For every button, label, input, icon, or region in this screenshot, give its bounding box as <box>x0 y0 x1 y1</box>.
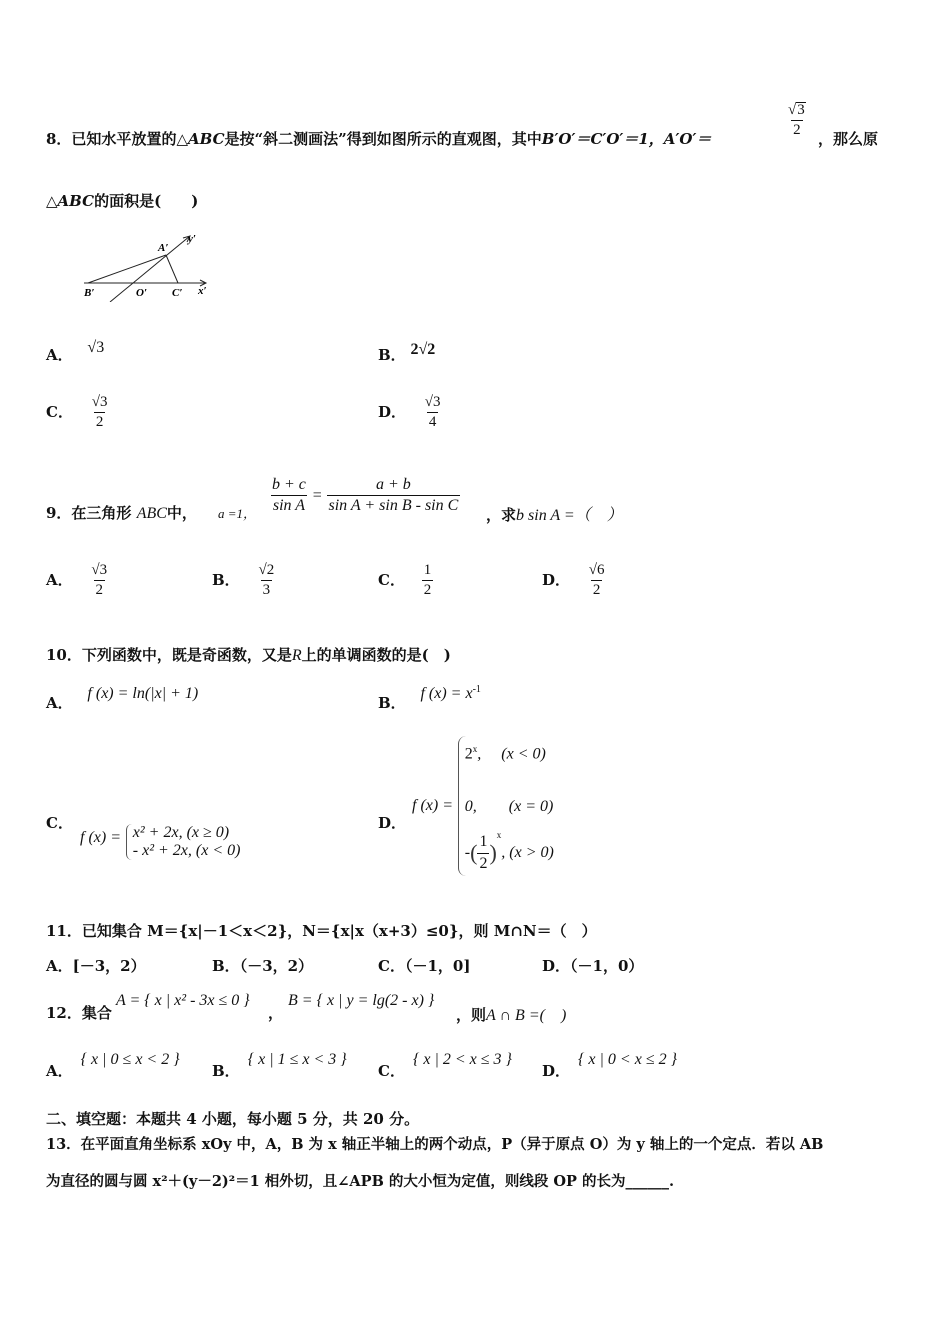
label-C: C′ <box>172 287 183 299</box>
option-label: B． <box>378 694 406 712</box>
q11-option-d[interactable] <box>542 955 643 976</box>
q8-option-b[interactable] <box>378 338 436 364</box>
q8-option-a[interactable] <box>46 336 105 364</box>
q11-stem: 11．已知集合 M＝{x|－1＜x＜2}，N＝{x|x（x+3）≤0}，则 M∩N＝（ ） <box>46 922 597 940</box>
optc-row1: x² + 2x, (x ≥ 0) <box>132 824 230 841</box>
frac-num: √6 <box>588 562 605 578</box>
q8-line2-c: 的面积是( ) <box>94 192 199 210</box>
q10-option-a[interactable] <box>46 682 199 712</box>
option-label: A． <box>46 957 73 975</box>
optd-lhs: f (x) = <box>412 797 453 814</box>
option-label: B． <box>212 957 240 975</box>
option-label: C． <box>46 402 73 421</box>
optd-row1-exp: x <box>472 744 478 754</box>
q9-option-b[interactable] <box>212 562 276 600</box>
q9-option-d[interactable] <box>542 562 607 600</box>
q8-stem-d: B′O′＝C′O′＝1，A′O′＝ <box>541 130 712 148</box>
optd-row1-base: 2 <box>464 745 473 763</box>
q11-option-a[interactable] <box>46 955 146 976</box>
q10-stem <box>46 644 451 665</box>
segment-BA <box>88 255 166 283</box>
q12-set-b: B = { x | y = lg(2 - x) } <box>288 992 435 1009</box>
q8-stem-c: 是按“斜二测画法”得到如图所示的直观图，其中 <box>224 130 542 148</box>
option-label: A． <box>46 694 73 712</box>
option-label: A． <box>46 1062 73 1080</box>
q8-frac-den: 2 <box>793 122 801 139</box>
q12-stem-tail <box>456 1002 566 1025</box>
q10-stem-b: R <box>291 647 302 664</box>
q9-stem <box>46 502 197 523</box>
q9-option-a[interactable] <box>46 562 109 600</box>
q8-stem-a: 8．已知水平放置的△ <box>46 130 188 148</box>
optd-row1-cond: , (x < 0) <box>477 745 546 763</box>
option-value: [－3，2） <box>72 957 146 975</box>
frac-den: 2 <box>423 582 432 599</box>
section-heading: 二、填空题：本题共 4 小题，每小题 5 分，共 20 分。 <box>46 1110 420 1128</box>
q8-option-c[interactable] <box>46 394 109 432</box>
q12-stem-b: ，则 <box>456 1006 487 1024</box>
frac-num: √3 <box>424 394 441 410</box>
option-value: { x | 0 ≤ x < 2 } <box>80 1051 180 1068</box>
optd-row3-num: 1 <box>479 833 488 851</box>
frac-den: 4 <box>428 414 437 431</box>
option-label: B． <box>378 346 406 364</box>
option-value: { x | 1 ≤ x < 3 } <box>247 1051 347 1068</box>
frac-den: 2 <box>592 582 601 599</box>
option-label: C． <box>378 1062 405 1080</box>
segment-AC <box>166 255 178 283</box>
optd-row3-den: 2 <box>479 854 488 872</box>
optc-lhs: f (x) = <box>80 829 121 846</box>
option-value: { x | 2 < x ≤ 3 } <box>412 1051 512 1068</box>
q10-option-d[interactable]: f (x) = 2$^x$, (x < 0) 0, (x = 0) - ( $\frac{1}{2}$ ) x , (x > 0) <box>412 736 554 876</box>
frac-den: 3 <box>262 582 271 599</box>
option-exponent: -1 <box>472 684 481 695</box>
q12-option-c[interactable] <box>378 1048 512 1080</box>
option-label: D． <box>542 570 571 589</box>
option-value: f (x) = ln(|x| + 1) <box>87 685 199 702</box>
frac-num: 1 <box>423 562 432 578</box>
q8-stem-e: ，那么原 <box>818 130 879 148</box>
optd-row3-exp: x <box>496 830 502 840</box>
q9-option-c[interactable] <box>378 562 433 600</box>
option-label: D． <box>542 957 571 975</box>
optd-row3-cond: , (x > 0) <box>501 844 554 861</box>
label-y: y′ <box>188 233 196 245</box>
frac-den: 2 <box>95 414 104 431</box>
q8-frac: $\frac{√3}{2}$ <box>788 102 805 139</box>
optd-row3-minus: - <box>464 844 471 861</box>
q10-option-b[interactable] <box>378 682 481 712</box>
option-label: C． <box>378 570 405 589</box>
option-label: B． <box>212 1062 240 1080</box>
frac-num: √3 <box>91 394 108 410</box>
q9-lhs-num: b + c <box>272 476 306 493</box>
option-value: { x | 0 < x ≤ 2 } <box>578 1051 677 1068</box>
q11-option-c[interactable] <box>378 955 470 976</box>
option-label: A． <box>46 346 73 364</box>
option-value: （－1，0] <box>404 957 471 975</box>
q12-option-d[interactable] <box>542 1048 677 1080</box>
q9-cond: a =1， <box>218 506 257 521</box>
q10-stem-a: 10．下列函数中，既是奇函数，又是 <box>46 646 292 664</box>
q8-frac-num: 3 <box>797 102 805 118</box>
q8-line2-b: ABC <box>57 192 95 210</box>
option-label: C． <box>378 957 405 975</box>
q8-figure <box>78 228 218 302</box>
option-label: B． <box>212 570 240 589</box>
option-value: √3 <box>87 339 105 356</box>
optd-row2: 0, (x = 0) <box>464 798 554 815</box>
label-O: O′ <box>136 287 148 299</box>
q9-stem-e: b sin A =（ ） <box>516 507 623 524</box>
option-label: D． <box>542 1062 571 1080</box>
q9-stem-b: ABC <box>136 505 167 522</box>
optc-row2: - x² + 2x, (x < 0) <box>132 842 241 859</box>
q9-lhs-den: sin A <box>272 497 306 515</box>
label-A: A′ <box>158 242 169 254</box>
q13-line1: 13．在平面直角坐标系 xOy 中，A，B 为 x 轴正半轴上的两个动点，P（异于原点 O）为 y 轴上的一个定点．若以 AB <box>46 1136 824 1153</box>
q9-stem-c: 中， <box>166 504 197 522</box>
option-value: （－1，0） <box>570 957 644 975</box>
q9-eq: = <box>312 486 322 504</box>
q9-stem-tail <box>486 502 623 525</box>
q12-stem-c: A ∩ B =( ) <box>486 1007 567 1024</box>
q8-stem-b: ABC <box>187 130 225 148</box>
option-label: D． <box>378 402 407 421</box>
q10-stem-c: 上的单调函数的是( ) <box>301 646 451 664</box>
option-value: （－3，2） <box>239 957 314 975</box>
q12-option-b[interactable] <box>212 1048 347 1080</box>
q8-option-d[interactable] <box>378 394 443 432</box>
q12-option-a[interactable] <box>46 1048 180 1080</box>
q8-stem-line1 <box>46 128 711 149</box>
label-x: x′ <box>198 285 207 297</box>
frac-den: 2 <box>95 582 104 599</box>
q9-rhs-num: a + b <box>375 476 411 493</box>
q10-option-c-label[interactable]: C． <box>46 814 73 832</box>
q10-option-d-label[interactable]: D． <box>378 814 407 832</box>
q9-equation <box>270 476 460 516</box>
option-value: 2√2 <box>410 341 436 358</box>
frac-num: √3 <box>91 562 108 578</box>
q9-rhs-den: sin A + sin B - sin C <box>328 497 459 515</box>
q8-line2-a: △ <box>46 192 58 210</box>
q12-sep: ， <box>268 1004 284 1022</box>
q12-stem-a: 12．集合 <box>46 1004 112 1022</box>
frac-num: √2 <box>258 562 275 578</box>
q12-set-a: A = { x | x² - 3x ≤ 0 } <box>116 992 250 1009</box>
q11-option-b[interactable] <box>212 955 313 976</box>
q8-stem-line2 <box>46 190 198 211</box>
option-value: f (x) = x <box>420 685 473 702</box>
q9-stem-a: 9．在三角形 <box>46 504 132 522</box>
q9-stem-d: ，求 <box>486 506 517 524</box>
q10-option-c[interactable] <box>80 824 240 860</box>
option-label: A． <box>46 570 73 589</box>
q13-line2: 为直径的圆与圆 x²＋(y－2)²＝1 相外切，且∠APB 的大小恒为定值，则线段 OP 的长为______. <box>46 1173 675 1190</box>
label-B: B′ <box>84 287 95 299</box>
